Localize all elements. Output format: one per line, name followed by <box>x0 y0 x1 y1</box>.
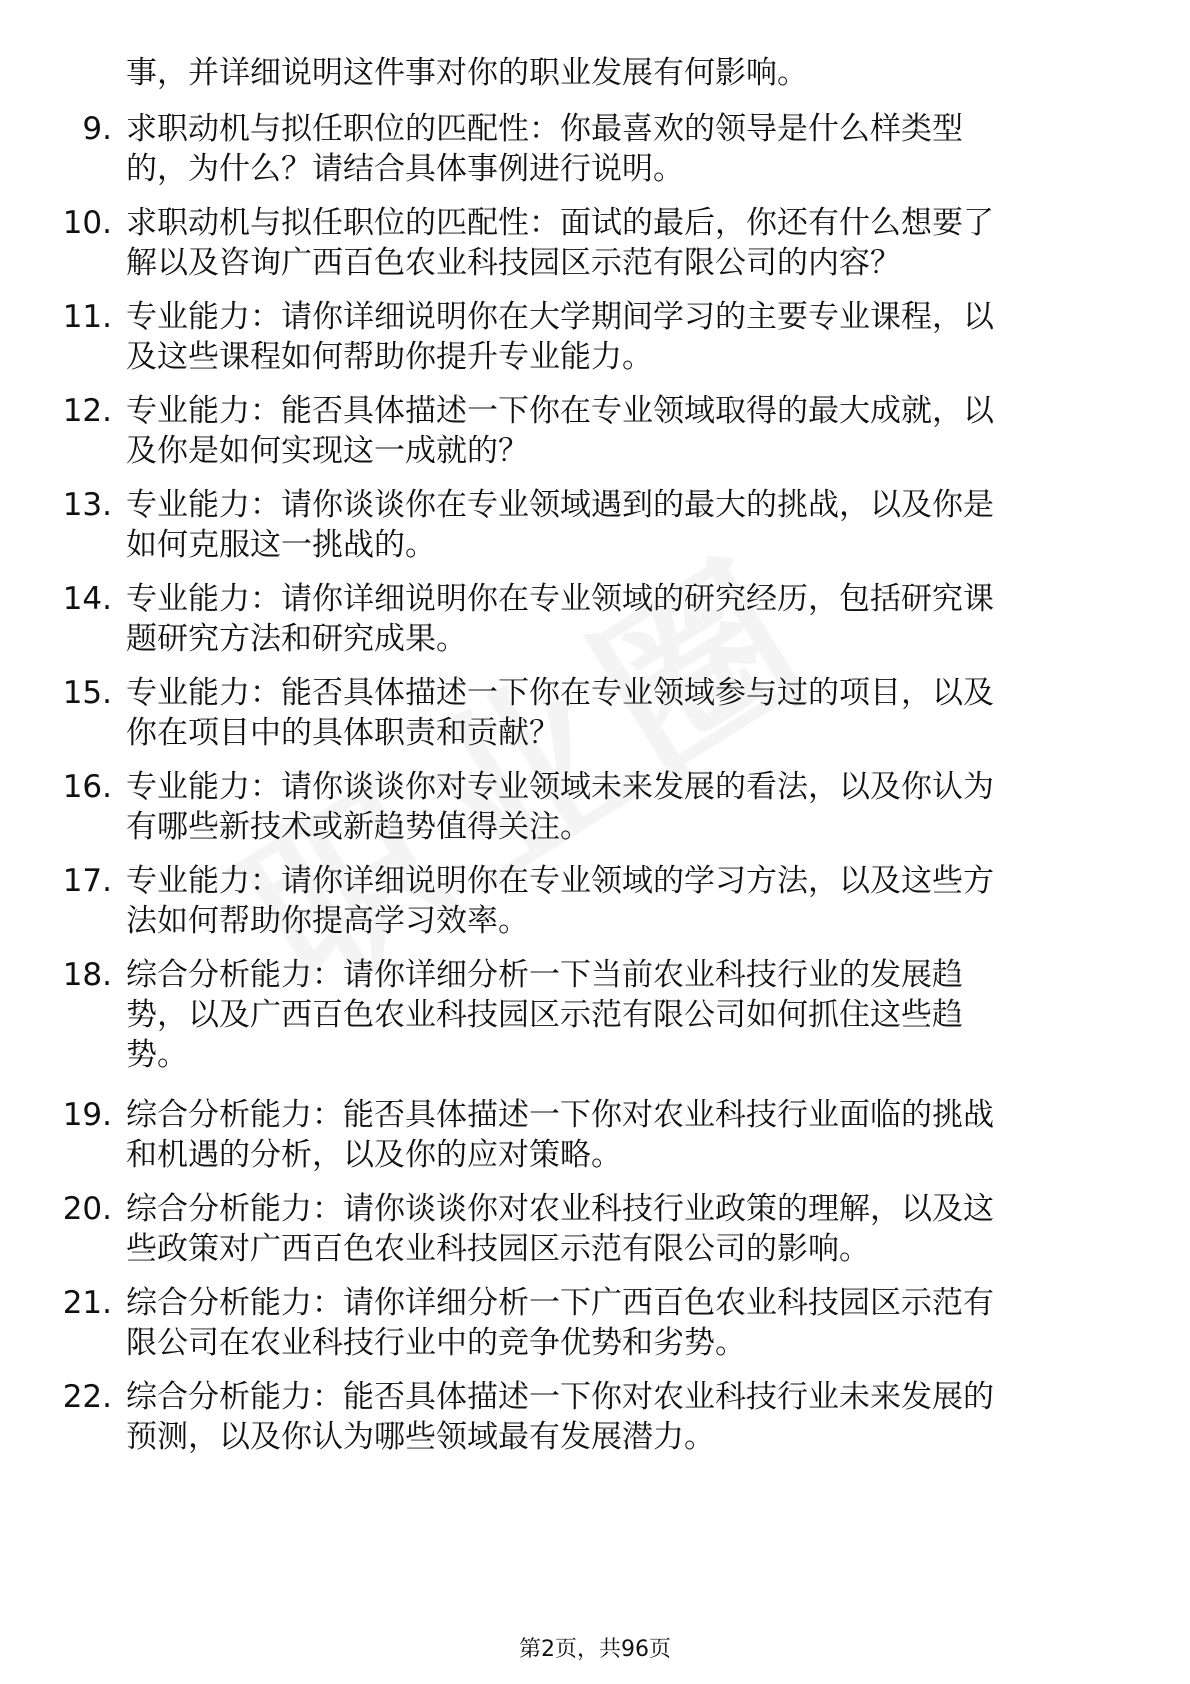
item-number: 9. <box>82 111 112 147</box>
item-number: 16. <box>62 769 112 805</box>
item-text-line: 和机遇的分析，以及你的应对策略。 <box>126 1137 622 1173</box>
item-text-line: 专业能力：请你谈谈你对专业领域未来发展的看法，以及你认为 <box>126 769 994 805</box>
item-text-line: 专业能力：能否具体描述一下你在专业领域取得的最大成就，以 <box>126 393 994 429</box>
item-text-line: 综合分析能力：请你详细分析一下广西百色农业科技园区示范有 <box>126 1285 994 1321</box>
item-number: 15. <box>62 675 112 711</box>
item-text-line: 专业能力：能否具体描述一下你在专业领域参与过的项目，以及 <box>126 675 994 711</box>
item-text-line: 专业能力：请你详细说明你在专业领域的学习方法，以及这些方 <box>126 863 994 899</box>
page-number: 第2页，共96页 <box>519 1637 671 1662</box>
item-number: 10. <box>62 205 112 241</box>
item-text-line: 及你是如何实现这一成就的？ <box>126 433 529 469</box>
item-text-line: 综合分析能力：能否具体描述一下你对农业科技行业未来发展的 <box>126 1379 994 1415</box>
item-number: 14. <box>62 581 112 617</box>
item-number: 18. <box>62 957 112 993</box>
item-text-line: 法如何帮助你提高学习效率。 <box>126 903 529 939</box>
item-number: 19. <box>62 1097 112 1133</box>
item-text-line: 预测，以及你认为哪些领域最有发展潜力。 <box>126 1419 715 1455</box>
item-text-line: 题研究方法和研究成果。 <box>126 621 467 657</box>
item-text-line: 及这些课程如何帮助你提升专业能力。 <box>126 339 653 375</box>
item-number: 17. <box>62 863 112 899</box>
item-text-line: 你在项目中的具体职责和贡献？ <box>126 715 560 751</box>
item-text-line: 些政策对广西百色农业科技园区示范有限公司的影响。 <box>126 1231 870 1267</box>
item-text-line: 如何克服这一挑战的。 <box>126 527 436 563</box>
item-text-line: 势，以及广西百色农业科技园区示范有限公司如何抓住这些趋 <box>126 997 963 1033</box>
continuation-line: 事，并详细说明这件事对你的职业发展有何影响。 <box>126 55 808 91</box>
item-text-line: 求职动机与拟任职位的匹配性：你最喜欢的领导是什么样类型 <box>126 111 963 147</box>
item-number: 12. <box>62 393 112 429</box>
item-text-line: 综合分析能力：能否具体描述一下你对农业科技行业面临的挑战 <box>126 1097 994 1133</box>
item-number: 22. <box>62 1379 112 1415</box>
item-text-line: 专业能力：请你详细说明你在大学期间学习的主要专业课程，以 <box>126 299 994 335</box>
item-number: 13. <box>62 487 112 523</box>
item-text-line: 综合分析能力：请你谈谈你对农业科技行业政策的理解，以及这 <box>126 1191 994 1227</box>
item-number: 11. <box>62 299 112 335</box>
item-number: 20. <box>62 1191 112 1227</box>
item-text-line: 综合分析能力：请你详细分析一下当前农业科技行业的发展趋 <box>126 957 963 993</box>
item-text-line: 的，为什么？请结合具体事例进行说明。 <box>126 151 684 187</box>
item-text-line: 专业能力：请你谈谈你在专业领域遇到的最大的挑战，以及你是 <box>126 487 994 523</box>
item-text-line: 势。 <box>126 1037 188 1073</box>
item-text-line: 解以及咨询广西百色农业科技园区示范有限公司的内容？ <box>126 245 901 281</box>
item-text-line: 求职动机与拟任职位的匹配性：面试的最后，你还有什么想要了 <box>126 205 994 241</box>
item-text-line: 有哪些新技术或新趋势值得关注。 <box>126 809 591 845</box>
item-text-line: 专业能力：请你详细说明你在专业领域的研究经历，包括研究课 <box>126 581 994 617</box>
item-text-line: 限公司在农业科技行业中的竞争优势和劣势。 <box>126 1325 746 1361</box>
item-number: 21. <box>62 1285 112 1321</box>
